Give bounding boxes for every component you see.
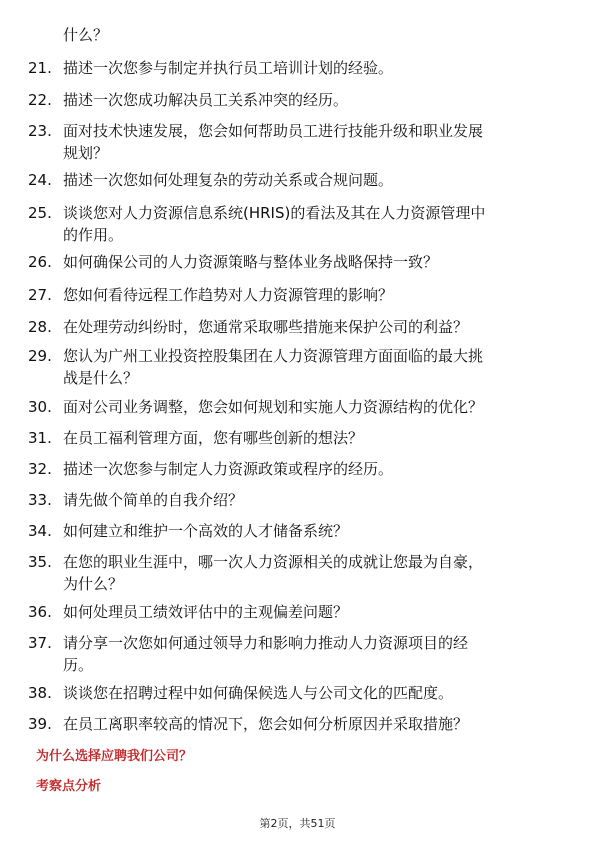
question-text — [63, 57, 553, 79]
question-number: 25. — [28, 204, 52, 222]
question-text-line: 描述一次您参与制定人力资源政策或程序的经历。 — [63, 460, 394, 478]
question-text-line: 战是什么？ — [63, 369, 139, 387]
question-text-line: 如何确保公司的人力资源策略与整体业务战略保持一致？ — [63, 253, 439, 271]
question-text — [63, 601, 553, 623]
question-text — [63, 551, 553, 595]
question-text — [63, 682, 553, 704]
question-text — [63, 202, 553, 246]
question-text-line: 描述一次您参与制定并执行员工培训计划的经验。 — [63, 59, 394, 77]
question-text — [63, 284, 553, 306]
question-text-line: 在员工离职率较高的情况下，您会如何分析原因并采取措施？ — [63, 715, 469, 733]
question-text-line: 在您的职业生涯中，哪一次人力资源相关的成就让您最为自豪， — [63, 553, 484, 571]
question-text-line: 谈谈您对人力资源信息系统(HRIS)的看法及其在人力资源管理中 — [63, 204, 486, 222]
section-subheading: 考察点分析 — [36, 779, 102, 794]
question-number: 27. — [28, 286, 52, 304]
question-text-line: 的作用。 — [63, 226, 124, 244]
question-text — [63, 316, 553, 338]
question-text-line: 请先做个简单的自我介绍？ — [63, 491, 244, 509]
question-number: 30. — [28, 398, 52, 416]
question-text — [63, 427, 553, 449]
question-number: 33. — [28, 491, 52, 509]
question-text-line: 规划？ — [63, 144, 109, 162]
question-text-line: 为什么？ — [63, 575, 124, 593]
question-text — [63, 251, 553, 273]
question-text — [63, 520, 553, 542]
question-text-line: 如何处理员工绩效评估中的主观偏差问题？ — [63, 603, 349, 621]
question-number: 35. — [28, 553, 52, 571]
question-number: 26. — [28, 253, 52, 271]
question-text — [63, 120, 553, 164]
question-text-line: 您认为广州工业投资控股集团在人力资源管理方面面临的最大挑 — [63, 347, 484, 365]
question-text-line: 谈谈您在招聘过程中如何确保候选人与公司文化的匹配度。 — [63, 684, 454, 702]
question-number: 22. — [28, 91, 52, 109]
question-text — [63, 396, 553, 418]
question-text-line: 面对技术快速发展，您会如何帮助员工进行技能升级和职业发展 — [63, 122, 484, 140]
question-text-line: 您如何看待远程工作趋势对人力资源管理的影响？ — [63, 286, 394, 304]
question-number: 28. — [28, 318, 52, 336]
question-number: 34. — [28, 522, 52, 540]
question-text-line: 如何建立和维护一个高效的人才储备系统？ — [63, 522, 349, 540]
question-text-line: 请分享一次您如何通过领导力和影响力推动人力资源项目的经 — [63, 634, 469, 652]
question-text — [63, 345, 553, 389]
question-number: 32. — [28, 460, 52, 478]
question-number: 38. — [28, 684, 52, 702]
question-text — [63, 89, 553, 111]
question-number: 24. — [28, 171, 52, 189]
question-number: 31. — [28, 429, 52, 447]
question-text — [63, 489, 553, 511]
question-text — [63, 632, 553, 676]
question-number: 21. — [28, 59, 52, 77]
question-text-line: 在处理劳动纠纷时，您通常采取哪些措施来保护公司的利益？ — [63, 318, 469, 336]
question-number: 23. — [28, 122, 52, 140]
question-text-line: 历。 — [63, 656, 94, 674]
section-heading: 为什么选择应聘我们公司？ — [36, 749, 193, 764]
question-number: 39. — [28, 715, 52, 733]
page-footer: 第2页，共51页 — [259, 817, 336, 830]
question-number: 29. — [28, 347, 52, 365]
question-number: 37. — [28, 634, 52, 652]
question-text-line: 描述一次您如何处理复杂的劳动关系或合规问题。 — [63, 171, 394, 189]
question-text — [63, 713, 553, 735]
question-text — [63, 458, 553, 480]
question-text-line: 面对公司业务调整，您会如何规划和实施人力资源结构的优化？ — [63, 398, 484, 416]
question-text — [63, 169, 553, 191]
question-text-line: 描述一次您成功解决员工关系冲突的经历。 — [63, 91, 349, 109]
question-text-line: 在员工福利管理方面，您有哪些创新的想法？ — [63, 429, 364, 447]
question-number: 36. — [28, 603, 52, 621]
continued-text: 什么？ — [63, 26, 109, 44]
